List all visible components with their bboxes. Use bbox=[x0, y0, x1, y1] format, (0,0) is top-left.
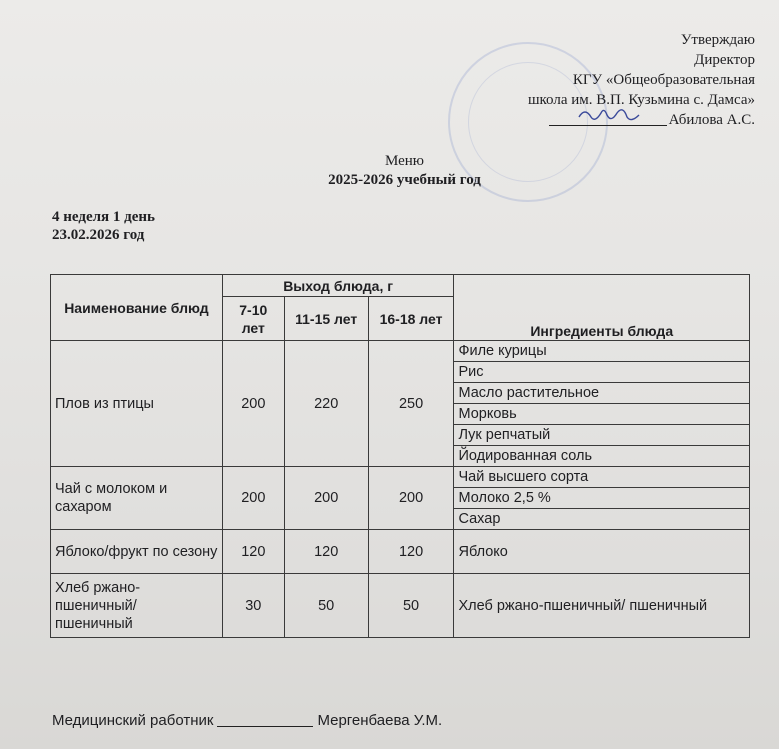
footer-medic bbox=[52, 712, 442, 729]
signature-icon bbox=[549, 103, 667, 125]
portion-7-10: 30 bbox=[222, 574, 284, 638]
approval-signature-row bbox=[528, 110, 755, 130]
approval-line1: Утверждаю bbox=[680, 32, 755, 48]
header-age-11-15: 11-15 лет bbox=[284, 297, 368, 341]
header-age-7-10: 7-10 лет bbox=[222, 297, 284, 341]
ingredient: Лук репчатый bbox=[454, 425, 750, 446]
portion-11-15: 50 bbox=[284, 574, 368, 638]
page-title bbox=[0, 152, 779, 190]
portion-11-15: 220 bbox=[284, 341, 368, 467]
dish-name: Чай с молоком и сахаром bbox=[51, 467, 223, 530]
ingredient: Яблоко bbox=[454, 530, 750, 574]
portion-11-15: 200 bbox=[284, 467, 368, 530]
ingredient: Морковь bbox=[454, 404, 750, 425]
portion-16-18: 200 bbox=[368, 467, 454, 530]
portion-7-10: 120 bbox=[222, 530, 284, 574]
approval-line4: школа им. В.П. Кузьмина с. Дамса» bbox=[527, 92, 755, 108]
medic-name: Мергенбаева У.М. bbox=[317, 712, 443, 729]
ingredient: Йодированная соль bbox=[454, 446, 750, 467]
portion-7-10: 200 bbox=[222, 467, 284, 530]
header-output: Выход блюда, г bbox=[222, 275, 454, 297]
portion-7-10: 200 bbox=[222, 341, 284, 467]
header-dish: Наименование блюд bbox=[51, 275, 223, 341]
title-year: 2025-2026 учебный год bbox=[328, 172, 481, 188]
ingredient: Сахар bbox=[454, 509, 750, 530]
ingredient: Филе курицы bbox=[454, 341, 750, 362]
director-name: Абилова А.С. bbox=[668, 112, 755, 128]
portion-16-18: 250 bbox=[368, 341, 454, 467]
ingredient: Рис bbox=[454, 362, 750, 383]
week-day: 4 неделя 1 день bbox=[52, 209, 155, 225]
portion-11-15: 120 bbox=[284, 530, 368, 574]
day-info bbox=[52, 208, 155, 244]
dish-name: Плов из птицы bbox=[51, 341, 223, 467]
ingredient: Масло растительное bbox=[454, 383, 750, 404]
dish-name: Яблоко/фрукт по сезону bbox=[51, 530, 223, 574]
header-age-16-18: 16-18 лет bbox=[368, 297, 454, 341]
menu-table bbox=[50, 274, 750, 638]
director-signature bbox=[549, 111, 667, 126]
medic-role: Медицинский работник bbox=[52, 712, 214, 729]
approval-block bbox=[528, 30, 755, 130]
ingredient: Чай высшего сорта bbox=[454, 467, 750, 488]
approval-line2: Директор bbox=[694, 52, 755, 68]
medic-signature bbox=[217, 712, 313, 727]
approval-line3: КГУ «Общеобразовательная bbox=[572, 72, 755, 88]
title-menu: Меню bbox=[384, 153, 425, 169]
portion-16-18: 50 bbox=[368, 574, 454, 638]
dish-name: Хлеб ржано-пшеничный/ пшеничный bbox=[51, 574, 223, 638]
header-ingredients: Ингредиенты блюда bbox=[454, 275, 750, 341]
ingredient: Хлеб ржано-пшеничный/ пшеничный bbox=[454, 574, 750, 638]
ingredient: Молоко 2,5 % bbox=[454, 488, 750, 509]
portion-16-18: 120 bbox=[368, 530, 454, 574]
menu-date: 23.02.2026 год bbox=[52, 227, 145, 243]
